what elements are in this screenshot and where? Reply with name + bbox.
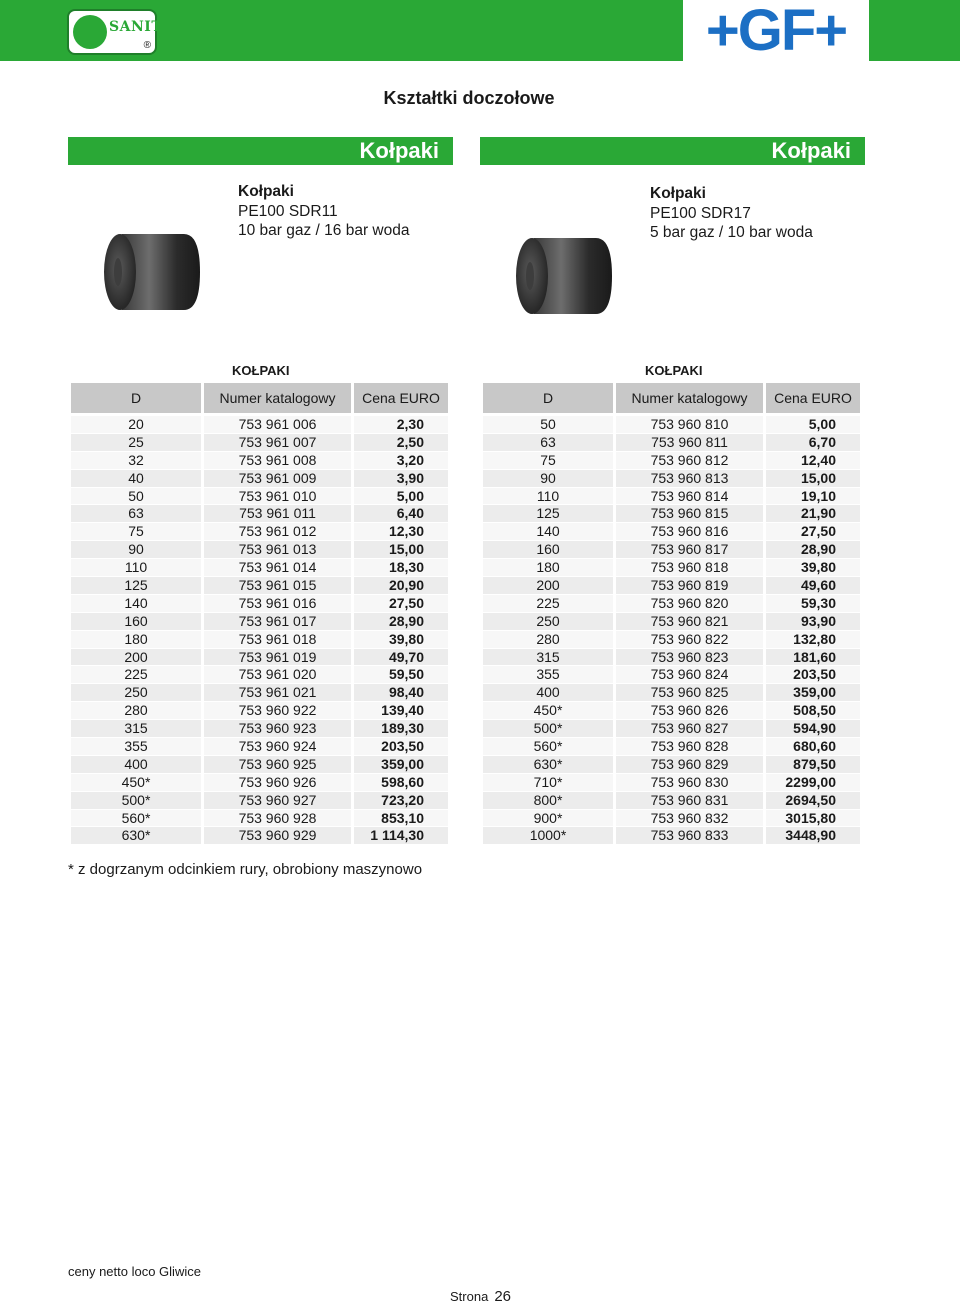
cell-price: 98,40 (354, 684, 448, 702)
cell-price: 359,00 (354, 756, 448, 774)
cell-catalog-number: 753 961 015 (204, 577, 351, 595)
product-spec-pressure: 5 bar gaz / 10 bar woda (650, 224, 813, 241)
cell-diameter: 225 (71, 666, 201, 684)
cell-catalog-number: 753 960 824 (616, 666, 763, 684)
end-cap-image (100, 228, 204, 312)
cell-diameter: 500* (71, 792, 201, 810)
cell-diameter: 110 (71, 559, 201, 577)
cell-price: 15,00 (354, 541, 448, 559)
sanit-logo (67, 9, 163, 55)
column-header-catalog-number: Numer katalogowy (616, 383, 763, 416)
cell-catalog-number: 753 960 816 (616, 523, 763, 541)
cell-price: 3448,90 (766, 827, 860, 845)
cell-diameter: 800* (483, 792, 613, 810)
product-name: Kołpaki (650, 185, 706, 202)
cell-diameter: 450* (71, 774, 201, 792)
cell-diameter: 90 (483, 470, 613, 488)
cell-price: 20,90 (354, 577, 448, 595)
table-row (71, 577, 448, 595)
column-header-price: Cena EURO (766, 383, 860, 416)
table-row (483, 523, 860, 541)
cell-catalog-number: 753 960 819 (616, 577, 763, 595)
cell-diameter: 355 (71, 738, 201, 756)
cell-catalog-number: 753 961 012 (204, 523, 351, 541)
table-header-row (71, 383, 448, 416)
cell-diameter: 315 (483, 649, 613, 667)
table-row (483, 470, 860, 488)
cell-diameter: 1000* (483, 827, 613, 845)
cell-catalog-number: 753 960 823 (616, 649, 763, 667)
cell-price: 203,50 (354, 738, 448, 756)
cell-price: 49,70 (354, 649, 448, 667)
cell-price: 6,40 (354, 505, 448, 523)
table-row (71, 792, 448, 810)
table-row (483, 702, 860, 720)
table-row (483, 559, 860, 577)
cell-diameter: 140 (483, 523, 613, 541)
product-description-right (650, 184, 813, 243)
table-row (71, 702, 448, 720)
cell-diameter: 400 (71, 756, 201, 774)
cell-price: 21,90 (766, 505, 860, 523)
price-table-sdr11 (68, 383, 451, 845)
cell-price: 12,40 (766, 452, 860, 470)
cell-catalog-number: 753 961 021 (204, 684, 351, 702)
cell-catalog-number: 753 960 811 (616, 434, 763, 452)
cell-price: 27,50 (766, 523, 860, 541)
table-row (483, 774, 860, 792)
cell-price: 28,90 (766, 541, 860, 559)
table-row (71, 720, 448, 738)
table-row (483, 756, 860, 774)
cell-price: 1 114,30 (354, 827, 448, 845)
cell-catalog-number: 753 960 828 (616, 738, 763, 756)
table-row (71, 631, 448, 649)
cell-diameter: 110 (483, 488, 613, 506)
product-spec-material: PE100 SDR11 (238, 202, 338, 220)
cell-diameter: 180 (71, 631, 201, 649)
table-row (71, 595, 448, 613)
table-row (483, 416, 860, 434)
cell-price: 3015,80 (766, 810, 860, 828)
cell-catalog-number: 753 960 924 (204, 738, 351, 756)
registered-mark: ® (143, 40, 151, 51)
cell-price: 12,30 (354, 523, 448, 541)
cell-diameter: 900* (483, 810, 613, 828)
end-cap-image (512, 232, 616, 316)
cell-price: 853,10 (354, 810, 448, 828)
cell-diameter: 25 (71, 434, 201, 452)
product-name: Kołpaki (238, 183, 294, 200)
cell-diameter: 180 (483, 559, 613, 577)
table-row (71, 434, 448, 452)
cell-catalog-number: 753 960 813 (616, 470, 763, 488)
cell-price: 359,00 (766, 684, 860, 702)
cell-catalog-number: 753 960 815 (616, 505, 763, 523)
cell-price: 594,90 (766, 720, 860, 738)
table-row (71, 452, 448, 470)
cell-price: 181,60 (766, 649, 860, 667)
cell-diameter: 160 (483, 541, 613, 559)
cell-catalog-number: 753 960 929 (204, 827, 351, 845)
cell-price: 49,60 (766, 577, 860, 595)
cell-catalog-number: 753 960 831 (616, 792, 763, 810)
table-row (71, 684, 448, 702)
cell-catalog-number: 753 960 817 (616, 541, 763, 559)
cell-price: 680,60 (766, 738, 860, 756)
cell-diameter: 315 (71, 720, 201, 738)
cell-catalog-number: 753 961 007 (204, 434, 351, 452)
cell-catalog-number: 753 961 009 (204, 470, 351, 488)
cell-diameter: 710* (483, 774, 613, 792)
section-banner-right: Kołpaki (480, 137, 865, 165)
table-row (483, 738, 860, 756)
column-header-catalog-number: Numer katalogowy (204, 383, 351, 416)
cell-catalog-number: 753 960 822 (616, 631, 763, 649)
cell-diameter: 560* (71, 810, 201, 828)
cell-diameter: 140 (71, 595, 201, 613)
cell-catalog-number: 753 960 925 (204, 756, 351, 774)
cell-catalog-number: 753 960 820 (616, 595, 763, 613)
cell-diameter: 40 (71, 470, 201, 488)
table-row (71, 649, 448, 667)
table-row (483, 684, 860, 702)
cell-catalog-number: 753 960 826 (616, 702, 763, 720)
cell-price: 3,20 (354, 452, 448, 470)
cell-catalog-number: 753 961 008 (204, 452, 351, 470)
table-row (483, 577, 860, 595)
cell-diameter: 400 (483, 684, 613, 702)
product-spec-material: PE100 SDR17 (650, 204, 751, 222)
cell-catalog-number: 753 960 830 (616, 774, 763, 792)
table-title-left: KOŁPAKI (232, 363, 290, 378)
table-row (483, 827, 860, 845)
cell-diameter: 50 (483, 416, 613, 434)
cell-catalog-number: 753 960 922 (204, 702, 351, 720)
cell-catalog-number: 753 960 810 (616, 416, 763, 434)
cell-diameter: 20 (71, 416, 201, 434)
table-row (71, 613, 448, 631)
cell-catalog-number: 753 960 825 (616, 684, 763, 702)
table-row (71, 523, 448, 541)
cell-price: 6,70 (766, 434, 860, 452)
cell-diameter: 90 (71, 541, 201, 559)
cell-price: 723,20 (354, 792, 448, 810)
cell-diameter: 560* (483, 738, 613, 756)
cell-catalog-number: 753 960 812 (616, 452, 763, 470)
cell-price: 132,80 (766, 631, 860, 649)
cell-catalog-number: 753 961 011 (204, 505, 351, 523)
gf-logo (683, 0, 869, 61)
cell-price: 2,50 (354, 434, 448, 452)
cell-diameter: 50 (71, 488, 201, 506)
table-row (483, 541, 860, 559)
table-row (71, 738, 448, 756)
page-title: Kształtki doczołowe (383, 88, 555, 108)
table-row (71, 541, 448, 559)
sanit-logo-text: SANIT (109, 19, 163, 35)
table-row (71, 470, 448, 488)
table-row (71, 488, 448, 506)
cell-diameter: 125 (71, 577, 201, 595)
section-banner-left: Kołpaki (68, 137, 453, 165)
cell-catalog-number: 753 961 010 (204, 488, 351, 506)
column-header-d: D (483, 383, 613, 416)
table-row (71, 559, 448, 577)
cell-price: 203,50 (766, 666, 860, 684)
cell-price: 598,60 (354, 774, 448, 792)
table-row (71, 756, 448, 774)
cell-price: 27,50 (354, 595, 448, 613)
cell-diameter: 280 (71, 702, 201, 720)
cell-price: 39,80 (354, 631, 448, 649)
cell-price: 3,90 (354, 470, 448, 488)
cell-diameter: 200 (483, 577, 613, 595)
cell-catalog-number: 753 960 927 (204, 792, 351, 810)
table-row (483, 434, 860, 452)
cell-diameter: 355 (483, 666, 613, 684)
cell-diameter: 160 (71, 613, 201, 631)
cell-price: 879,50 (766, 756, 860, 774)
cell-price: 139,40 (354, 702, 448, 720)
footnote: * z dogrzanym odcinkiem rury, obrobiony maszynowo (68, 861, 423, 878)
table-row (483, 631, 860, 649)
cell-catalog-number: 753 960 821 (616, 613, 763, 631)
cell-catalog-number: 753 961 014 (204, 559, 351, 577)
cell-catalog-number: 753 961 017 (204, 613, 351, 631)
table-row (71, 505, 448, 523)
cell-price: 59,50 (354, 666, 448, 684)
cell-catalog-number: 753 961 020 (204, 666, 351, 684)
cell-catalog-number: 753 961 019 (204, 649, 351, 667)
column-header-d: D (71, 383, 201, 416)
cell-price: 5,00 (766, 416, 860, 434)
cell-catalog-number: 753 960 829 (616, 756, 763, 774)
cell-diameter: 75 (483, 452, 613, 470)
cell-catalog-number: 753 960 827 (616, 720, 763, 738)
column-header-price: Cena EURO (354, 383, 448, 416)
table-row (483, 488, 860, 506)
gf-logo-text: +GF+ (705, 0, 847, 63)
cell-price: 5,00 (354, 488, 448, 506)
cell-diameter: 125 (483, 505, 613, 523)
cell-diameter: 32 (71, 452, 201, 470)
cell-catalog-number: 753 960 833 (616, 827, 763, 845)
product-description-left (238, 182, 409, 241)
page-label: Strona (450, 1289, 489, 1304)
cell-diameter: 450* (483, 702, 613, 720)
table-row (71, 827, 448, 845)
cell-price: 2694,50 (766, 792, 860, 810)
cell-diameter: 225 (483, 595, 613, 613)
table-row (483, 452, 860, 470)
cell-catalog-number: 753 960 832 (616, 810, 763, 828)
cell-catalog-number: 753 960 926 (204, 774, 351, 792)
table-title-right: KOŁPAKI (645, 363, 703, 378)
table-row (71, 810, 448, 828)
cell-catalog-number: 753 960 814 (616, 488, 763, 506)
header-bar (0, 0, 960, 61)
table-row (71, 416, 448, 434)
price-table-sdr17 (480, 383, 863, 845)
table-body (483, 416, 860, 845)
cell-diameter: 63 (71, 505, 201, 523)
table-row (483, 720, 860, 738)
table-row (483, 666, 860, 684)
cell-price: 508,50 (766, 702, 860, 720)
table-body (71, 416, 448, 845)
cell-price: 2,30 (354, 416, 448, 434)
table-header-row (483, 383, 860, 416)
cell-price: 15,00 (766, 470, 860, 488)
cell-diameter: 280 (483, 631, 613, 649)
table-row (483, 810, 860, 828)
table-row (71, 666, 448, 684)
cell-catalog-number: 753 961 013 (204, 541, 351, 559)
cell-catalog-number: 753 961 018 (204, 631, 351, 649)
page-number (450, 1288, 511, 1304)
cell-catalog-number: 753 960 928 (204, 810, 351, 828)
cell-price: 39,80 (766, 559, 860, 577)
cell-price: 2299,00 (766, 774, 860, 792)
cell-diameter: 63 (483, 434, 613, 452)
table-row (483, 505, 860, 523)
cell-diameter: 250 (483, 613, 613, 631)
table-row (483, 595, 860, 613)
cell-diameter: 630* (483, 756, 613, 774)
cell-price: 18,30 (354, 559, 448, 577)
table-row (483, 649, 860, 667)
cell-catalog-number: 753 960 923 (204, 720, 351, 738)
cell-diameter: 250 (71, 684, 201, 702)
page-number-value: 26 (494, 1288, 511, 1304)
cell-catalog-number: 753 961 006 (204, 416, 351, 434)
price-note: ceny netto loco Gliwice (68, 1264, 201, 1279)
product-spec-pressure: 10 bar gaz / 16 bar woda (238, 222, 410, 239)
cell-price: 28,90 (354, 613, 448, 631)
table-row (483, 613, 860, 631)
cell-diameter: 200 (71, 649, 201, 667)
cell-price: 189,30 (354, 720, 448, 738)
table-row (71, 774, 448, 792)
cell-diameter: 500* (483, 720, 613, 738)
cell-price: 59,30 (766, 595, 860, 613)
cell-diameter: 75 (71, 523, 201, 541)
cell-price: 19,10 (766, 488, 860, 506)
cell-catalog-number: 753 960 818 (616, 559, 763, 577)
cell-catalog-number: 753 961 016 (204, 595, 351, 613)
table-row (483, 792, 860, 810)
cell-price: 93,90 (766, 613, 860, 631)
cell-diameter: 630* (71, 827, 201, 845)
sanit-logo-circle (73, 15, 107, 49)
